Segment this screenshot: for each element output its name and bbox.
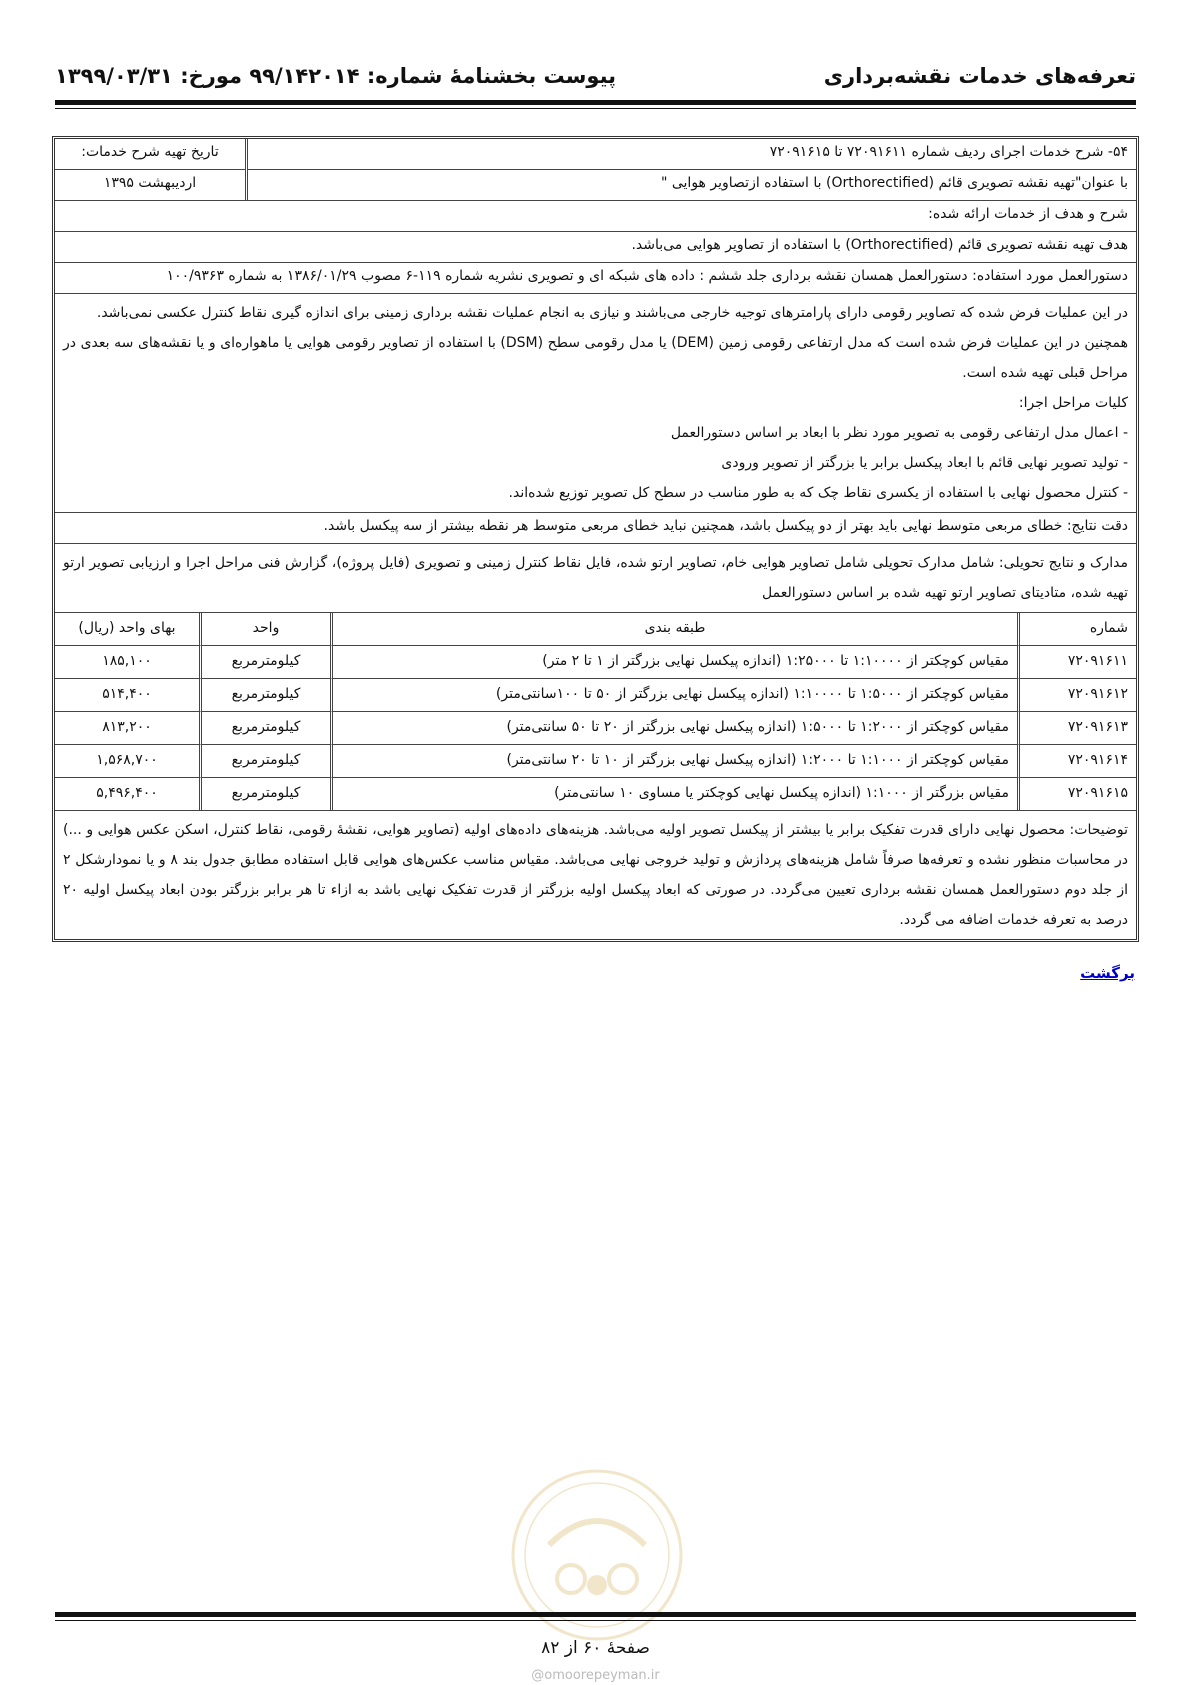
rates-header-row	[55, 613, 1136, 646]
steps-heading: کلیات مراحل اجرا:	[1018, 395, 1128, 411]
step-1: - اعمال مدل ارتفاعی رقومی به تصویر مورد نظر با ابعاد بر اساس دستورالعمل	[670, 425, 1128, 441]
header-classification: طبقه بندی	[330, 613, 1017, 646]
table-row	[55, 745, 1136, 778]
assumption-paragraph-1: در این عملیات فرض شده که تصاویر رقومی دارای پارامترهای توجیه خارجی می‌باشند و نیازی به انجام عملیات نقشه برداری زمینی برای اندازه گیری نقاط کنترل عکسی نمی‌باشد.	[96, 305, 1128, 321]
document-title: تعرفه‌های خدمات نقشه‌برداری	[823, 64, 1136, 88]
watermark-url: @omoorepeyman.ir	[531, 1668, 660, 1683]
row-price: ۵,۴۹۶,۴۰۰	[96, 785, 158, 802]
step-2: - تولید تصویر نهایی قائم با ابعاد پیکسل برابر یا بزرگتر از تصویر ورودی	[721, 455, 1128, 471]
row-number: ۷۲۰۹۱۶۱۱	[1017, 646, 1136, 679]
notes-text: توضیحات: محصول نهایی دارای قدرت تفکیک برابر یا بیشتر از پیکسل تصویر اولیه می‌باشد. هزینه‌های داده‌های اولیه (تصاویر هوایی، نقشهٔ رقومی، نقاط کنترل، اسکن عکس هوایی و ...) در محاسبات منظور نشده و تعرفه‌ها صرفاً شامل هزینه‌های پردازش و تولید خروجی نهایی می‌باشد. مقیاس مناسب عکس‌های هوایی قابل استفاده مطابق جدول بند ۸ و یا نمودارشکل ۲ از جلد دوم دستورالعمل همسان نقشه برداری تعیین می‌گردد. در صورتی که ابعاد پیکسل اولیه بزرگتر از قدرت تفکیک نهایی باشد به ازاء تا هر برابر بزرگتر بودن ابعاد پیکسل اولیه ۲۰ درصد به تعرفه خدمات اضافه می گردد.	[63, 822, 1128, 928]
row-price: ۱۸۵,۱۰۰	[55, 646, 199, 679]
row-number: ۷۲۰۹۱۶۱۲	[1017, 679, 1136, 712]
goal-row	[55, 201, 1136, 263]
circular-reference: پیوست بخشنامهٔ شماره: ۹۹/۱۴۲۰۱۴ مورخ: ۱۳۹۹/۰۳/۳۱	[55, 64, 617, 88]
instruction-row	[55, 263, 1136, 294]
footer-rule-thick	[55, 1612, 1136, 1617]
header-price: بهای واحد (ریال)	[55, 613, 199, 646]
table-row	[55, 778, 1136, 810]
rates-row	[55, 613, 1136, 811]
row-price: ۵۱۴,۴۰۰	[55, 679, 199, 712]
row-classification: مقیاس کوچکتر از ۱:۱۰۰۰۰ تا ۱:۲۵۰۰۰ (اندازه پیکسل نهایی بزرگتر از ۱ تا ۲ متر)	[330, 646, 1017, 679]
row-unit: کیلومترمربع	[199, 712, 330, 745]
footer-rule-thin	[55, 1620, 1136, 1621]
step-3: - کنترل محصول نهایی با استفاده از یکسری نقاط چک که به طور مناسب در سطح کل تصویر توزیع شده‌اند.	[508, 485, 1128, 501]
row-number: ۷۲۰۹۱۶۱۵	[1017, 778, 1136, 810]
row-unit: کیلومترمربع	[199, 679, 330, 712]
row-number: ۷۲۰۹۱۶۱۴	[1017, 745, 1136, 778]
table-row	[55, 679, 1136, 712]
notes-row	[55, 811, 1136, 939]
service-date-value: اردیبهشت ۱۳۹۵	[55, 169, 245, 200]
header-number: شماره	[1017, 613, 1136, 646]
row-price: ۱,۵۶۸,۷۰۰	[55, 745, 199, 778]
row-classification: مقیاس کوچکتر از ۱:۵۰۰۰ تا ۱:۱۰۰۰۰ (اندازه پیکسل نهایی بزرگتر از ۵۰ تا ۱۰۰سانتی‌متر)	[330, 679, 1017, 712]
service-description-table	[52, 136, 1139, 942]
accuracy-text: دقت نتایج: خطای مربعی متوسط نهایی باید بهتر از دو پیکسل باشد، همچنین نباید خطای مربعی متوسط هر نقطه بیشتر از سه پیکسل باشد.	[323, 518, 1128, 534]
page-header	[55, 58, 1136, 94]
back-link[interactable]: برگشت	[1080, 964, 1135, 982]
row-classification: مقیاس کوچکتر از ۱:۱۰۰۰ تا ۱:۲۰۰۰ (اندازه پیکسل نهایی بزرگتر از ۱۰ تا ۲۰ سانتی‌متر)	[330, 745, 1017, 778]
header-rule-thin	[55, 108, 1136, 109]
row-unit: کیلومترمربع	[199, 646, 330, 679]
table-row	[55, 646, 1136, 679]
goal-text: هدف تهیه نقشه تصویری قائم (Orthorectified) با استفاده از تصاویر هوایی می‌باشد.	[631, 237, 1128, 253]
row-number: ۷۲۰۹۱۶۱۳	[1017, 712, 1136, 745]
row-unit: کیلومترمربع	[199, 745, 330, 778]
header-rule-thick	[55, 100, 1136, 105]
service-date-cell	[55, 139, 245, 200]
service-date-label: تاریخ تهیه شرح خدمات:	[81, 144, 219, 160]
accuracy-row	[55, 513, 1136, 544]
table-row	[55, 712, 1136, 745]
rates-table	[55, 613, 1136, 810]
page-number: صفحهٔ ۶۰ از ۸۲	[541, 1638, 650, 1658]
assumptions-row	[55, 294, 1136, 513]
service-title-row	[55, 139, 1136, 201]
deliverables-text: مدارک و نتایج تحویلی: شامل مدارک تحویلی شامل تصاویر هوایی خام، تصاویر ارتو شده، فایل نقاط کنترل زمینی و تصویری (فایل پروژه)، گزارش فنی مراحل اجرا و ارزیابی تصویر ارتو تهیه شده، متادیتای تصاویر ارتو تهیه شده بر اساس دستورالعمل	[63, 555, 1128, 601]
instruction-text: دستورالعمل مورد استفاده: دستورالعمل همسان نقشه برداری جلد ششم : داده های شبکه ای و تصویری نشریه شماره ۱۱۹-۶ مصوب ۱۳۸۶/۰۱/۲۹ به شماره ۱۰۰/۹۳۶۳	[166, 268, 1128, 284]
row-unit: کیلومترمربع	[199, 778, 330, 810]
header-unit: واحد	[199, 613, 330, 646]
goal-heading: شرح و هدف از خدمات ارائه شده:	[55, 201, 1136, 232]
service-title-cell	[245, 139, 1136, 200]
row-classification: مقیاس بزرگتر از ۱:۱۰۰۰ (اندازه پیکسل نهایی کوچکتر یا مساوی ۱۰ سانتی‌متر)	[330, 778, 1017, 810]
assumption-paragraph-2: همچنین در این عملیات فرض شده است که مدل ارتفاعی رقومی زمین (DEM) یا مدل رقومی سطح (DSM) با استفاده از تصاویر رقومی هوایی یا ماهواره‌ای و یا نقشه‌های سه بعدی در مراحل قبلی تهیه شده است.	[63, 335, 1129, 381]
row-price: ۸۱۳,۲۰۰	[55, 712, 199, 745]
deliverables-row	[55, 544, 1136, 613]
service-line-1: ۵۴- شرح خدمات اجرای ردیف شماره ۷۲۰۹۱۶۱۱ تا ۷۲۰۹۱۶۱۵	[769, 144, 1128, 160]
service-line-2: با عنوان"تهیه نقشه تصویری قائم (Orthorectified) با استفاده ازتصاویر هوایی "	[248, 169, 1136, 200]
row-classification: مقیاس کوچکتر از ۱:۲۰۰۰ تا ۱:۵۰۰۰ (اندازه پیکسل نهایی بزرگتر از ۲۰ تا ۵۰ سانتی‌متر)	[330, 712, 1017, 745]
